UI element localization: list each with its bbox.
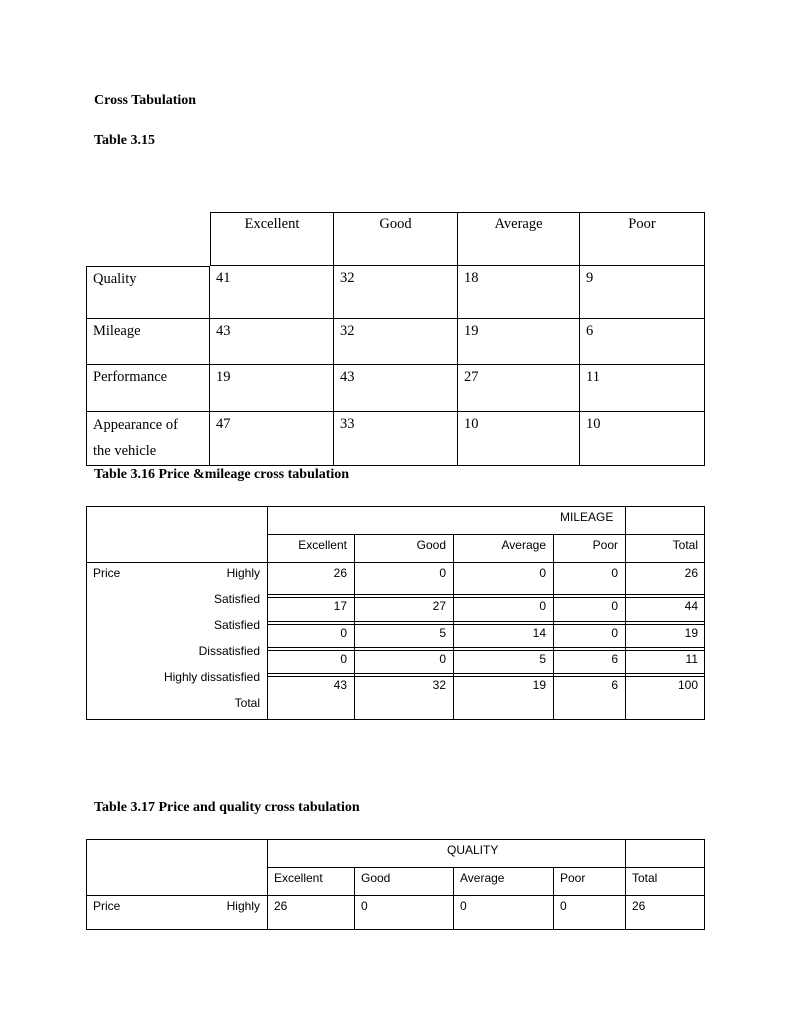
t317-header-average: Average — [460, 871, 505, 885]
t316-row-label: Highly — [226, 566, 260, 580]
t315-cell: 27 — [458, 365, 580, 412]
t315-cell: 32 — [334, 319, 458, 365]
t315-cell: 43 — [334, 365, 458, 412]
t316-cell: 0 — [539, 566, 546, 580]
t316-group-header: MILEAGE — [560, 510, 614, 524]
t316-cell: 100 — [677, 678, 698, 692]
t316-cell: 14 — [532, 626, 546, 640]
t316-cell: 5 — [539, 652, 546, 666]
t316-row-label: Satisfied — [213, 592, 260, 606]
t315-cell: 47 — [210, 412, 334, 466]
t316-cell: 0 — [340, 652, 347, 666]
section-title: Cross Tabulation — [94, 93, 197, 108]
t316-cell: 0 — [539, 599, 546, 613]
t315-row-label-line1: Appearance of — [93, 417, 178, 433]
t315-cell: 11 — [580, 365, 705, 412]
t315-cell: 32 — [334, 266, 458, 319]
t317-cell: 0 — [361, 899, 368, 913]
t316-cell: 0 — [611, 599, 618, 613]
t317-row-var: Price — [93, 899, 121, 913]
t317-group-header: QUALITY — [447, 843, 499, 857]
t315-cell: 18 — [458, 266, 580, 319]
t317-header-excellent: Excellent — [274, 871, 323, 885]
t316-cell: 0 — [340, 626, 347, 640]
t317-header-total: Total — [632, 871, 658, 885]
t315-row-label: Mileage — [86, 319, 210, 365]
t317-cell: 0 — [560, 899, 567, 913]
t316-row-label: Dissatisfied — [198, 644, 260, 658]
table-3-16-title: Table 3.16 Price &mileage cross tabulation — [94, 467, 350, 482]
t316-cell: 32 — [432, 678, 446, 692]
t315-cell: 9 — [580, 266, 705, 319]
t315-row-label-line2: the vehicle — [93, 443, 157, 459]
t315-header-good: Good — [334, 212, 458, 266]
t315-cell: 10 — [458, 412, 580, 466]
t316-cell: 11 — [685, 652, 698, 666]
t316-row-label: Highly dissatisfied — [163, 670, 260, 684]
t315-cell: 10 — [580, 412, 705, 466]
t316-header-excellent: Excellent — [298, 538, 347, 552]
t316-cell: 0 — [439, 652, 446, 666]
t316-row-label: Total — [234, 696, 260, 710]
t316-cell: 27 — [432, 599, 446, 613]
t316-header-average: Average — [501, 538, 546, 552]
t317-header-good: Good — [361, 871, 391, 885]
t315-cell: 41 — [210, 266, 334, 319]
t316-header-total: Total — [672, 538, 698, 552]
t317-cell: 26 — [632, 899, 646, 913]
t316-cell: 0 — [439, 566, 446, 580]
t316-cell: 6 — [611, 652, 618, 666]
t315-header-excellent: Excellent — [210, 212, 334, 266]
t317-cell: 26 — [274, 899, 288, 913]
t317-row-label: Highly — [226, 899, 260, 913]
t315-row-label: Performance — [86, 365, 210, 412]
t316-cell: 19 — [532, 678, 546, 692]
t315-cell: 19 — [458, 319, 580, 365]
t316-cell: 44 — [684, 599, 698, 613]
t316-cell: 26 — [333, 566, 347, 580]
t316-header-poor: Poor — [592, 538, 618, 552]
t315-row-label: Quality — [86, 266, 210, 319]
t316-cell: 5 — [439, 626, 446, 640]
t315-row-label — [86, 412, 210, 466]
t316-cell: 26 — [684, 566, 698, 580]
table-3-15-title: Table 3.15 — [94, 133, 155, 148]
t316-cell: 17 — [333, 599, 347, 613]
t316-row-var: Price — [93, 566, 121, 580]
t315-header-poor: Poor — [580, 212, 705, 266]
t316-cell: 0 — [611, 566, 618, 580]
t315-cell: 33 — [334, 412, 458, 466]
t315-cell: 43 — [210, 319, 334, 365]
t316-header-good: Good — [416, 538, 446, 552]
t316-row-label: Satisfied — [213, 618, 260, 632]
t315-cell: 19 — [210, 365, 334, 412]
t316-cell: 43 — [333, 678, 347, 692]
t315-header-average: Average — [458, 212, 580, 266]
t315-cell: 6 — [580, 319, 705, 365]
t316-cell: 0 — [611, 626, 618, 640]
table-3-17-title: Table 3.17 Price and quality cross tabulation — [94, 800, 360, 815]
t317-cell: 0 — [460, 899, 467, 913]
t316-cell: 6 — [611, 678, 618, 692]
t316-cell: 19 — [684, 626, 698, 640]
t317-header-poor: Poor — [560, 871, 586, 885]
